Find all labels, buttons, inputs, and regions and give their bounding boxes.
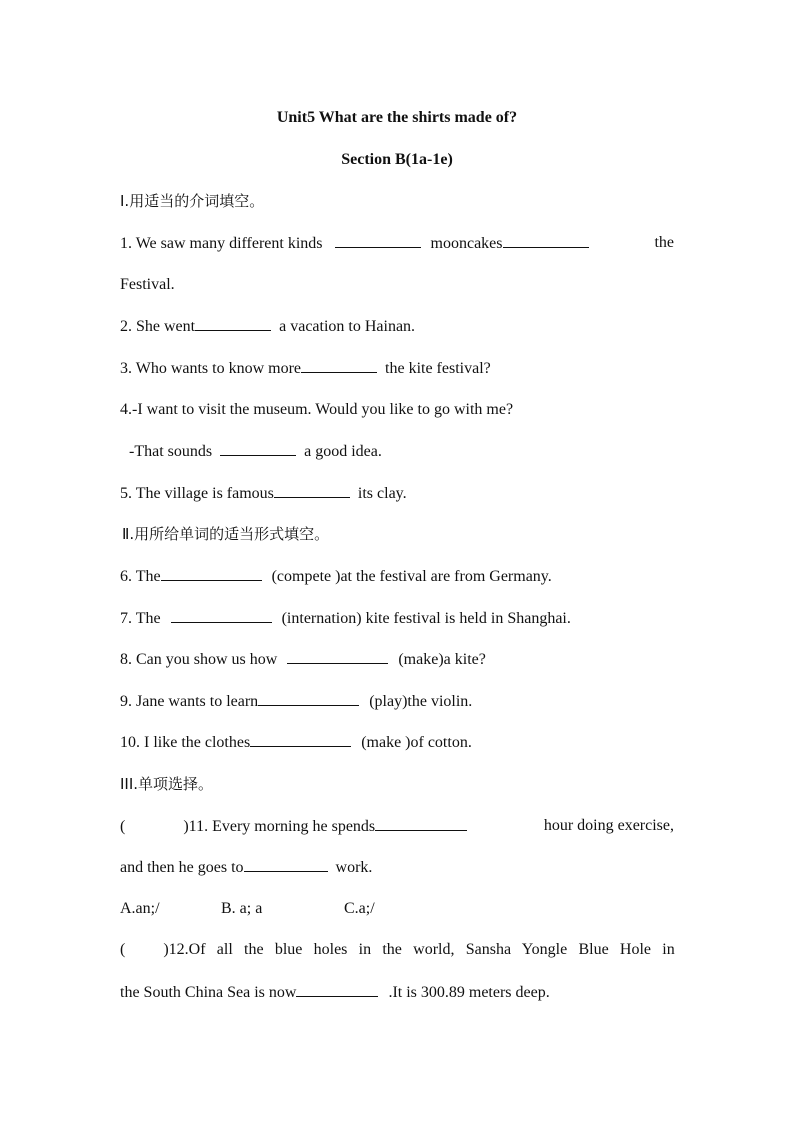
q1-text-a: 1. We saw many different kinds [120,235,323,252]
q3-text-b: the kite festival? [385,360,491,377]
q3-blank[interactable] [301,358,377,373]
q11-option-c[interactable]: C.a;/ [344,900,375,917]
q2-text-b: a vacation to Hainan. [279,318,416,335]
question-12 [120,940,674,960]
q6-text-b: (compete )at the festival are from Germany. [271,568,552,585]
q8-text-a: 8. Can you show us how [120,651,278,668]
question-2 [120,316,674,337]
q6-blank[interactable] [161,566,262,581]
q11-text-a: )11. Every morning he spends [183,818,376,835]
q4-text-b: -That sounds [129,443,213,460]
question-4: 4.-I want to visit the museum. Would you like to go with me? [120,401,514,418]
q11-text-b: hour doing exercise, [543,817,674,834]
question-11-cont [120,857,674,878]
q11-blank-1[interactable] [375,816,467,831]
q2-blank[interactable] [195,316,271,331]
q10-text-b: (make )of cotton. [361,734,472,751]
q11-option-b[interactable]: B. a; a [221,900,263,917]
q12-blank[interactable] [296,982,378,997]
q5-blank[interactable] [274,483,350,498]
q2-label: 2. She went [120,318,196,335]
q6-text-a: 6. The [120,568,161,585]
question-12-cont [120,982,674,1003]
q11-option-a[interactable]: A.an;/ [120,900,160,917]
q5-text-b: its clay. [357,485,407,502]
question-8 [120,649,674,670]
q5-text-a: 5. The village is famous [120,485,274,502]
question-5 [120,483,674,504]
question-4-response [129,441,683,462]
section1-heading: I.用适当的介词填空。 [120,192,265,210]
q7-text-b: (internation) kite festival is held in Shanghai. [281,610,571,627]
question-9 [120,691,674,712]
q11-text-d: work. [335,859,373,876]
question-11-options [120,899,674,919]
q11-open-paren: ( [120,818,126,835]
q1-blank-2[interactable] [503,233,589,248]
q12-text-d: .It is 300.89 meters deep. [388,984,550,1001]
q9-text-b: (play)the violin. [369,693,473,710]
question-1-cont: Festival. [120,276,175,293]
section3-heading: III.单项选择。 [120,775,214,793]
section2-heading: Ⅱ.用所给单词的适当形式填空。 [122,525,330,543]
q1-blank-1[interactable] [335,233,421,248]
question-10 [120,732,674,753]
q10-text-a: 10. I like the clothes [120,734,251,751]
q7-text-a: 7. The [120,610,161,627]
question-3 [120,358,674,379]
q12-text-a: )12.Of all the blue holes in the world, Sansha Yongle Blue Hole in [163,941,675,958]
page-subtitle: Section B(1a-1e) [341,151,453,168]
q4-blank[interactable] [220,441,296,456]
q11-blank-2[interactable] [244,857,328,872]
question-11 [120,816,674,837]
q7-blank[interactable] [171,608,272,623]
q8-blank[interactable] [287,649,388,664]
question-6 [120,566,674,587]
q1-text-c: the [654,234,674,251]
q11-text-c: and then he goes to [120,859,244,876]
q8-text-b: (make)a kite? [398,651,486,668]
q3-text-a: 3. Who wants to know more [120,360,302,377]
question-1 [120,233,674,254]
page-title: Unit5 What are the shirts made of? [276,109,518,126]
q12-text-c: the South China Sea is now [120,984,297,1001]
q9-blank[interactable] [258,691,359,706]
q12-open-paren: ( [120,941,126,958]
question-7 [120,608,674,629]
q4-text-c: a good idea. [304,443,382,460]
q10-blank[interactable] [250,732,351,747]
q9-text-a: 9. Jane wants to learn [120,693,259,710]
q1-text-b: mooncakes [430,235,503,252]
